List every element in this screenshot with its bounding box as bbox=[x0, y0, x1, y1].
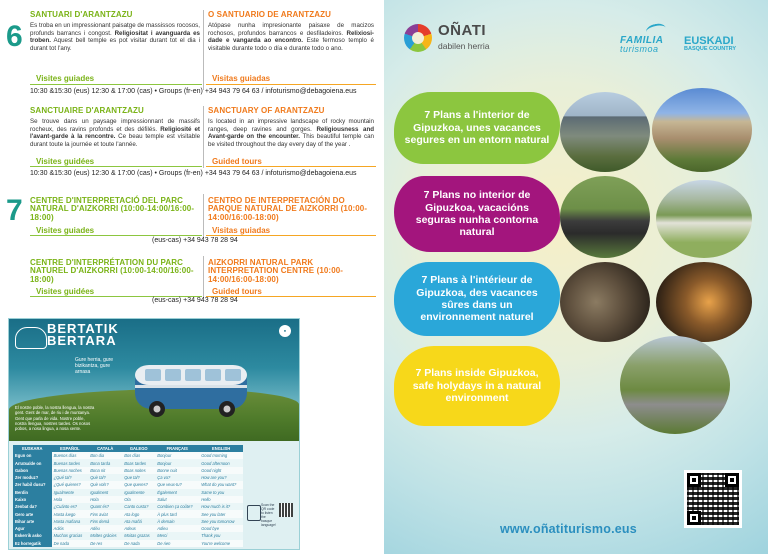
photo-sanctuary-building bbox=[652, 88, 752, 172]
column-header: CATALÀ bbox=[88, 445, 122, 452]
bertatik-blurb: El nostre poble, la nostra llengua, la nostra gent. Gent de mar, de riu i de muntanya. Gent que parla de vida. Nostre poble, nostra llengua, nostres tardes. Os nosos pobos, a nosa lingua, a nosa xente. bbox=[15, 405, 95, 431]
euskadi-logo bbox=[684, 36, 736, 53]
en-visits-aizkorri: Guided tours bbox=[212, 287, 262, 296]
photo-arantzazu-sculpture bbox=[560, 92, 650, 172]
en-title-arantzazu: SANCTUARY OF ARANTZAZU bbox=[208, 106, 325, 115]
table-row bbox=[13, 510, 243, 517]
translation-cell: Good afternoon bbox=[199, 459, 243, 466]
column-header: EUSKARA bbox=[13, 445, 52, 452]
fr-title-arantzazu: SANCTUAIRE D'ARANTZAZU bbox=[30, 106, 144, 115]
ca-description: Es troba en un impressionant paisatge de massissos rocosos, profunds barrancs i congost. Religiositat i avanguarda es troben. Aquest bell temple es pot visitar durant tot el dia i durant tot l'any. bbox=[30, 22, 201, 52]
translation-cell: Què vols? bbox=[88, 481, 122, 488]
translation-cell: Moitas grazas bbox=[122, 532, 155, 539]
translation-cell: Moltes gràcies bbox=[88, 532, 122, 539]
photo-cave-lights bbox=[656, 262, 752, 342]
translation-cell: De res bbox=[88, 540, 122, 547]
translation-cell: Combien ça coûte? bbox=[155, 503, 199, 510]
basque-phrase-cell: Arratsalde on bbox=[13, 459, 52, 466]
translation-cell: Salut bbox=[155, 496, 199, 503]
translation-cell: Hello bbox=[199, 496, 243, 503]
fr-description: Se trouve dans un paysage impressionnant de massifs rocheux, des ravins profonds et des défilés. Religiosité et l'avant-garde à la rencontre. Ce beau temple est visitable durant toute la journée et toute l'année. bbox=[30, 118, 201, 148]
table-row bbox=[13, 467, 243, 474]
ca-title-aizkorri: CENTRE D'INTERPRETACIÓ DEL PARC NATURAL D'AIZKORRI (10:00-14:00/16:00-18:00) bbox=[30, 196, 195, 222]
qr-info-block bbox=[247, 503, 293, 539]
translation-cell: Bonjour bbox=[155, 459, 199, 466]
translation-cell: ¿Qué tal? bbox=[52, 474, 89, 481]
translation-cell: See you later bbox=[199, 510, 243, 517]
fr-visits-aizkorri: Visites guidées bbox=[36, 287, 95, 296]
translation-cell: Fins demà bbox=[88, 518, 122, 525]
website-link[interactable]: www.oñatiturismo.eus bbox=[500, 522, 637, 536]
qr-corner bbox=[687, 473, 701, 487]
column-header: ESPAÑOL bbox=[52, 445, 89, 452]
translation-cell: Thank you bbox=[199, 532, 243, 539]
translation-cell: Hasta mañana bbox=[52, 518, 89, 525]
euskadi-subtitle: BASQUE COUNTRY bbox=[684, 46, 737, 52]
euskadi-title: EUSKADI bbox=[684, 35, 734, 47]
translation-cell: Fins aviat bbox=[88, 510, 122, 517]
familia-turismoa-logo bbox=[620, 36, 664, 53]
translation-cell: Ata logo bbox=[122, 510, 155, 517]
translation-cell: Muchas gracias bbox=[52, 532, 89, 539]
translation-cell: Quant és? bbox=[88, 503, 122, 510]
gl-title-arantzazu: O SANTUARIO DE ARANTZAZU bbox=[208, 10, 331, 19]
translation-cell: Hasta luego bbox=[52, 510, 89, 517]
basque-phrase-cell: Zer moduz? bbox=[13, 474, 52, 481]
translation-cell: Buenas tardes bbox=[52, 459, 89, 466]
onati-brand-subtitle: dabilen herria bbox=[438, 41, 490, 51]
basque-phrase-cell: Kaixo bbox=[13, 496, 52, 503]
translation-cell: Canto custa? bbox=[122, 503, 155, 510]
qr-caption: Scan the QR code to listen the basque language! bbox=[261, 503, 276, 527]
translation-cell: Igualmente bbox=[52, 489, 89, 496]
basque-phrase-cell: Berdin bbox=[13, 489, 52, 496]
column-divider bbox=[203, 10, 204, 90]
translation-cell: Hola bbox=[88, 496, 122, 503]
translation-cell: De rien bbox=[155, 540, 199, 547]
translation-cell: Bos días bbox=[122, 452, 155, 459]
logo-line-2: BERTARA bbox=[47, 333, 117, 349]
ca-title-arantzazu: SANTUARI D'ARANTZAZU bbox=[30, 10, 133, 19]
ca-visits-label: Visites guiades bbox=[36, 74, 95, 83]
translation-cell: Good bye bbox=[199, 525, 243, 532]
column-header: GALEGO bbox=[122, 445, 155, 452]
fr-visits-label: Visites guidées bbox=[36, 157, 95, 166]
translation-cell: What do you want? bbox=[199, 481, 243, 488]
translation-cell: Hola bbox=[52, 496, 89, 503]
fr-title-aizkorri: CENTRE D'INTERPRÉTATION DU PARC NATUREL D'AIZKORRI (10:00-14:00/16:00-18:00) bbox=[30, 258, 194, 284]
basque-phrase-cell: Gabon bbox=[13, 467, 52, 474]
translation-cell: Boas tardes bbox=[122, 459, 155, 466]
translation-cell: De nada bbox=[122, 540, 155, 547]
photo-mountain-path bbox=[620, 336, 730, 434]
table-row bbox=[13, 532, 243, 539]
column-divider bbox=[203, 194, 204, 238]
translation-cell: Bona nit bbox=[88, 467, 122, 474]
qr-code[interactable] bbox=[684, 470, 742, 528]
table-header-row bbox=[13, 445, 243, 452]
translation-cell: Same to you bbox=[199, 489, 243, 496]
phone-icon bbox=[247, 505, 261, 521]
column-header: ENGLISH bbox=[199, 445, 243, 452]
translation-cell: Que veux-tu? bbox=[155, 481, 199, 488]
basque-phrase-cell: Eskerrik asko bbox=[13, 532, 52, 539]
heart-logo-icon bbox=[15, 327, 47, 349]
phone-info-1: (eus-cas) +34 943 78 28 94 bbox=[152, 237, 238, 244]
green-divider bbox=[30, 166, 202, 167]
section-number-7: 7 bbox=[6, 194, 23, 227]
column-divider bbox=[203, 256, 204, 298]
translation-cell: Bon dia bbox=[88, 452, 122, 459]
basque-phrase-cell: Bihar arte bbox=[13, 518, 52, 525]
translation-cell: Merci bbox=[155, 532, 199, 539]
table-row bbox=[13, 503, 243, 510]
basque-phrase-cell: Gero arte bbox=[13, 510, 52, 517]
translation-cell: Ola bbox=[122, 496, 155, 503]
gl-description: Atópase nunha impresionante paisaxe de macizos rochosos, profundos barrancos e desfiladeiros. Relixiosi-dade e vangarda ao encontro. Este fermoso templo é visitable durante todo o día e durante todo o ano. bbox=[208, 22, 374, 52]
gl-visits-label: Visitas guiadas bbox=[212, 74, 271, 83]
section-number-6: 6 bbox=[6, 20, 23, 53]
translation-cell: Igualmente bbox=[122, 489, 155, 496]
translation-cell: Que queres? bbox=[122, 481, 155, 488]
translation-cell: Good night bbox=[199, 467, 243, 474]
translation-cell: Boas noites bbox=[122, 467, 155, 474]
column-header: FRANÇAIS bbox=[155, 445, 199, 452]
translation-cell: Buenas noches bbox=[52, 467, 89, 474]
table-row bbox=[13, 481, 243, 488]
plan-blob-galician: 7 Plans no interior de Gipuzkoa, vacacións seguras nunha contorna natural bbox=[394, 176, 560, 252]
onati-logo-center bbox=[412, 32, 424, 44]
translation-cell: Également bbox=[155, 489, 199, 496]
basque-phrase-cell: Zenbat da? bbox=[13, 503, 52, 510]
badge-icon: ● bbox=[279, 325, 291, 337]
translation-cell: You're welcome bbox=[199, 540, 243, 547]
familia-line-2: turismoa bbox=[620, 44, 659, 54]
bertatik-bertara-panel bbox=[8, 318, 300, 550]
translation-cell: Buenos días bbox=[52, 452, 89, 459]
familia-line-1: FAMILIA bbox=[620, 35, 664, 46]
table-row bbox=[13, 518, 243, 525]
logo-line-1: BERTATIK bbox=[47, 321, 119, 336]
basque-phrase-cell: Zer habil dusu? bbox=[13, 481, 52, 488]
onati-brand-title: OÑATI bbox=[438, 22, 487, 39]
gl-visits-aizkorri: Visitas guiadas bbox=[212, 226, 271, 235]
translation-cell: Què tal? bbox=[88, 474, 122, 481]
table-row bbox=[13, 452, 243, 459]
photo-shepherd-horse bbox=[560, 176, 650, 258]
photo-interior-exhibit bbox=[560, 262, 650, 342]
translation-cell: Bonne nuit bbox=[155, 467, 199, 474]
qr-corner bbox=[725, 473, 739, 487]
translation-cell: Que tal? bbox=[122, 474, 155, 481]
translation-cell: How much is it? bbox=[199, 503, 243, 510]
translation-cell: Ata mañá bbox=[122, 518, 155, 525]
table-row bbox=[13, 540, 243, 547]
translation-cell: À demain bbox=[155, 518, 199, 525]
gl-title-aizkorri: CENTRO DE INTERPRETACIÓN DO PARQUE NATURAL DE AIZKORRI (10:00-14:00/16:00-18:00) bbox=[208, 196, 368, 222]
basque-phrase-cell: Egun on bbox=[13, 452, 52, 459]
visits-info-1: 10:30 &15:30 (eus) 12:30 & 17:00 (cas) • Groups (fr-en) +34 943 79 64 63 / infoturismo@debagoiena.eus bbox=[30, 88, 357, 95]
right-page bbox=[384, 0, 768, 554]
translation-cell: Bona tarda bbox=[88, 459, 122, 466]
photo-sheep-field bbox=[656, 180, 752, 258]
translation-cell: À plus tard bbox=[155, 510, 199, 517]
orange-divider bbox=[206, 84, 376, 85]
translation-cell: ¿Qué quieres? bbox=[52, 481, 89, 488]
green-divider bbox=[30, 84, 202, 85]
plan-blob-catalan: 7 Plans a l'interior de Gipuzkoa, unes vacances segures en un entorn natural bbox=[394, 92, 560, 164]
vw-van-illustration bbox=[127, 355, 257, 419]
en-visits-label: Guided tours bbox=[212, 157, 262, 166]
qr-code-pattern bbox=[687, 473, 739, 525]
translation-cell: Bonjour bbox=[155, 452, 199, 459]
phrases-table bbox=[13, 445, 243, 547]
translation-cell: ¿Cuánto es? bbox=[52, 503, 89, 510]
translation-cell: Igualment bbox=[88, 489, 122, 496]
table-row bbox=[13, 525, 243, 532]
basque-phrase-cell: Agur bbox=[13, 525, 52, 532]
translation-cell: De nada bbox=[52, 540, 89, 547]
ca-visits-aizkorri: Visites guiades bbox=[36, 226, 95, 235]
translation-cell: How are you? bbox=[199, 474, 243, 481]
bertatik-bertara-logo bbox=[47, 323, 119, 348]
table-row bbox=[13, 489, 243, 496]
qr-code-small[interactable] bbox=[279, 503, 293, 517]
translation-cell: See you tomorrow bbox=[199, 518, 243, 525]
translation-cell: Adéu bbox=[88, 525, 122, 532]
table-row bbox=[13, 496, 243, 503]
phone-info-2: (eus-cas) +34 943 78 28 94 bbox=[152, 297, 238, 304]
bertatik-tagline: Gure herria, gure bizikantza, gure arnasa bbox=[75, 357, 114, 375]
translation-cell: Ça va? bbox=[155, 474, 199, 481]
plan-blob-french: 7 Plans à l'intérieur de Gipuzkoa, des vacances sûres dans un environnement naturel bbox=[394, 262, 560, 336]
visits-info-2: 10:30 &15:30 (eus) 12:30 & 17:00 (cas) • Groups (fr-en) +34 943 79 64 63 / infoturismo@debagoiena.eus bbox=[30, 170, 357, 177]
basque-phrase-cell: Ez horregatik bbox=[13, 540, 52, 547]
en-title-aizkorri: AIZKORRI NATURAL PARK INTERPRETATION CENTRE (10:00-14:00/16:00-18:00) bbox=[208, 258, 344, 284]
translation-cell: Adieu bbox=[155, 525, 199, 532]
plan-blob-english: 7 Plans inside Gipuzkoa, safe holydays in a natural environment bbox=[394, 346, 560, 426]
en-description: Is located in an impressive landscape of rocky mountain ranges, deep ravines and gorges. Religiousness and Avant-garde on the encounter. This beautiful temple can be visited throughout the day every day of the year . bbox=[208, 118, 375, 148]
table-row bbox=[13, 474, 243, 481]
orange-divider bbox=[206, 166, 376, 167]
translation-cell: Good morning bbox=[199, 452, 243, 459]
table-row bbox=[13, 459, 243, 466]
translation-cell: Adiós bbox=[52, 525, 89, 532]
qr-corner bbox=[687, 511, 701, 525]
translation-cell: Adeus bbox=[122, 525, 155, 532]
column-divider bbox=[203, 106, 204, 168]
